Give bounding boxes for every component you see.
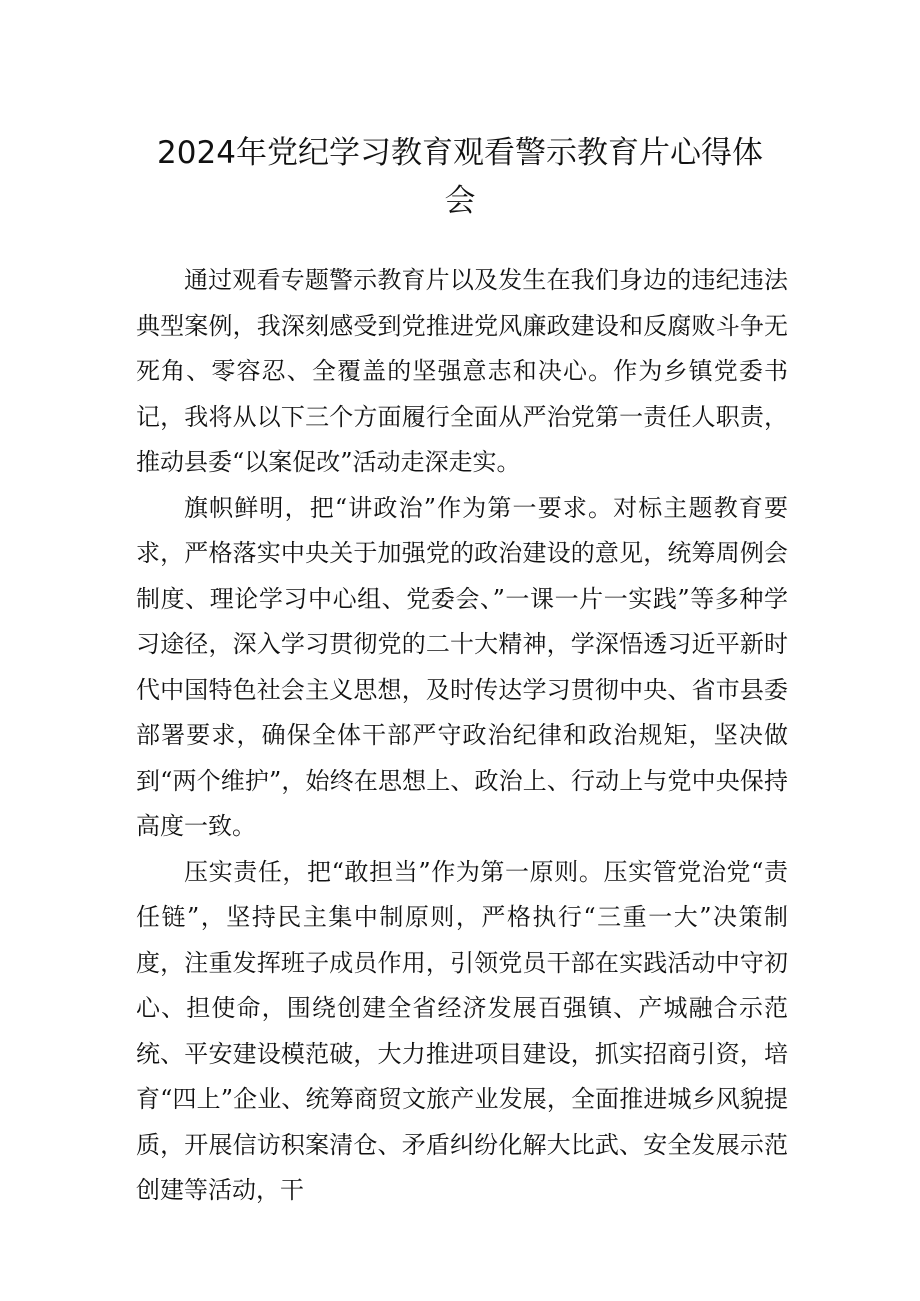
document-body: [136, 258, 788, 1214]
paragraph-intro: 通过观看专题警示教育片以及发生在我们身边的违纪违法典型案例，我深刻感受到党推进党风廉政建设和反腐败斗争无死角、零容忍、全覆盖的坚强意志和决心。作为乡镇党委书记，我将从以下三个方面履行全面从严治党第一责任人职责，推动县委“以案促改”活动走深走实。: [136, 266, 788, 476]
document-title: 2024年党纪学习教育观看警示教育片心得体会: [157, 134, 763, 219]
paragraph-responsibility: 压实责任，把“敢担当”作为第一原则。压实管党治党“责任链”，坚持民主集中制原则，严格执行“三重一大”决策制度，注重发挥班子成员作用，引领党员干部在实践活动中守初心、担使命，围绕创建全省经济发展百强镇、产城融合示范统、平安建设模范破，大力推进项目建设，抓实招商引资，培育“四上”企业、统筹商贸文旅产业发展，全面推进城乡风貌提质，开展信访积案清仓、矛盾纠纷化解大比武、安全发展示范创建等活动，干: [136, 857, 788, 1204]
paragraph-politics: 旗帜鲜明，把“讲政治”作为第一要求。对标主题教育要求，严格落实中央关于加强党的政治建设的意见，统筹周例会制度、理论学习中心组、党委会、”一课一片一实践”等多种学习途径，深入学习贯彻党的二十大精神，学深悟透习近平新时代中国特色社会主义思想，及时传达学习贯彻中央、省市县委部署要求，确保全体干部严守政治纪律和政治规矩，坚决做到“两个维护”，始终在思想上、政治上、行动上与党中央保持高度一致。: [136, 493, 788, 840]
